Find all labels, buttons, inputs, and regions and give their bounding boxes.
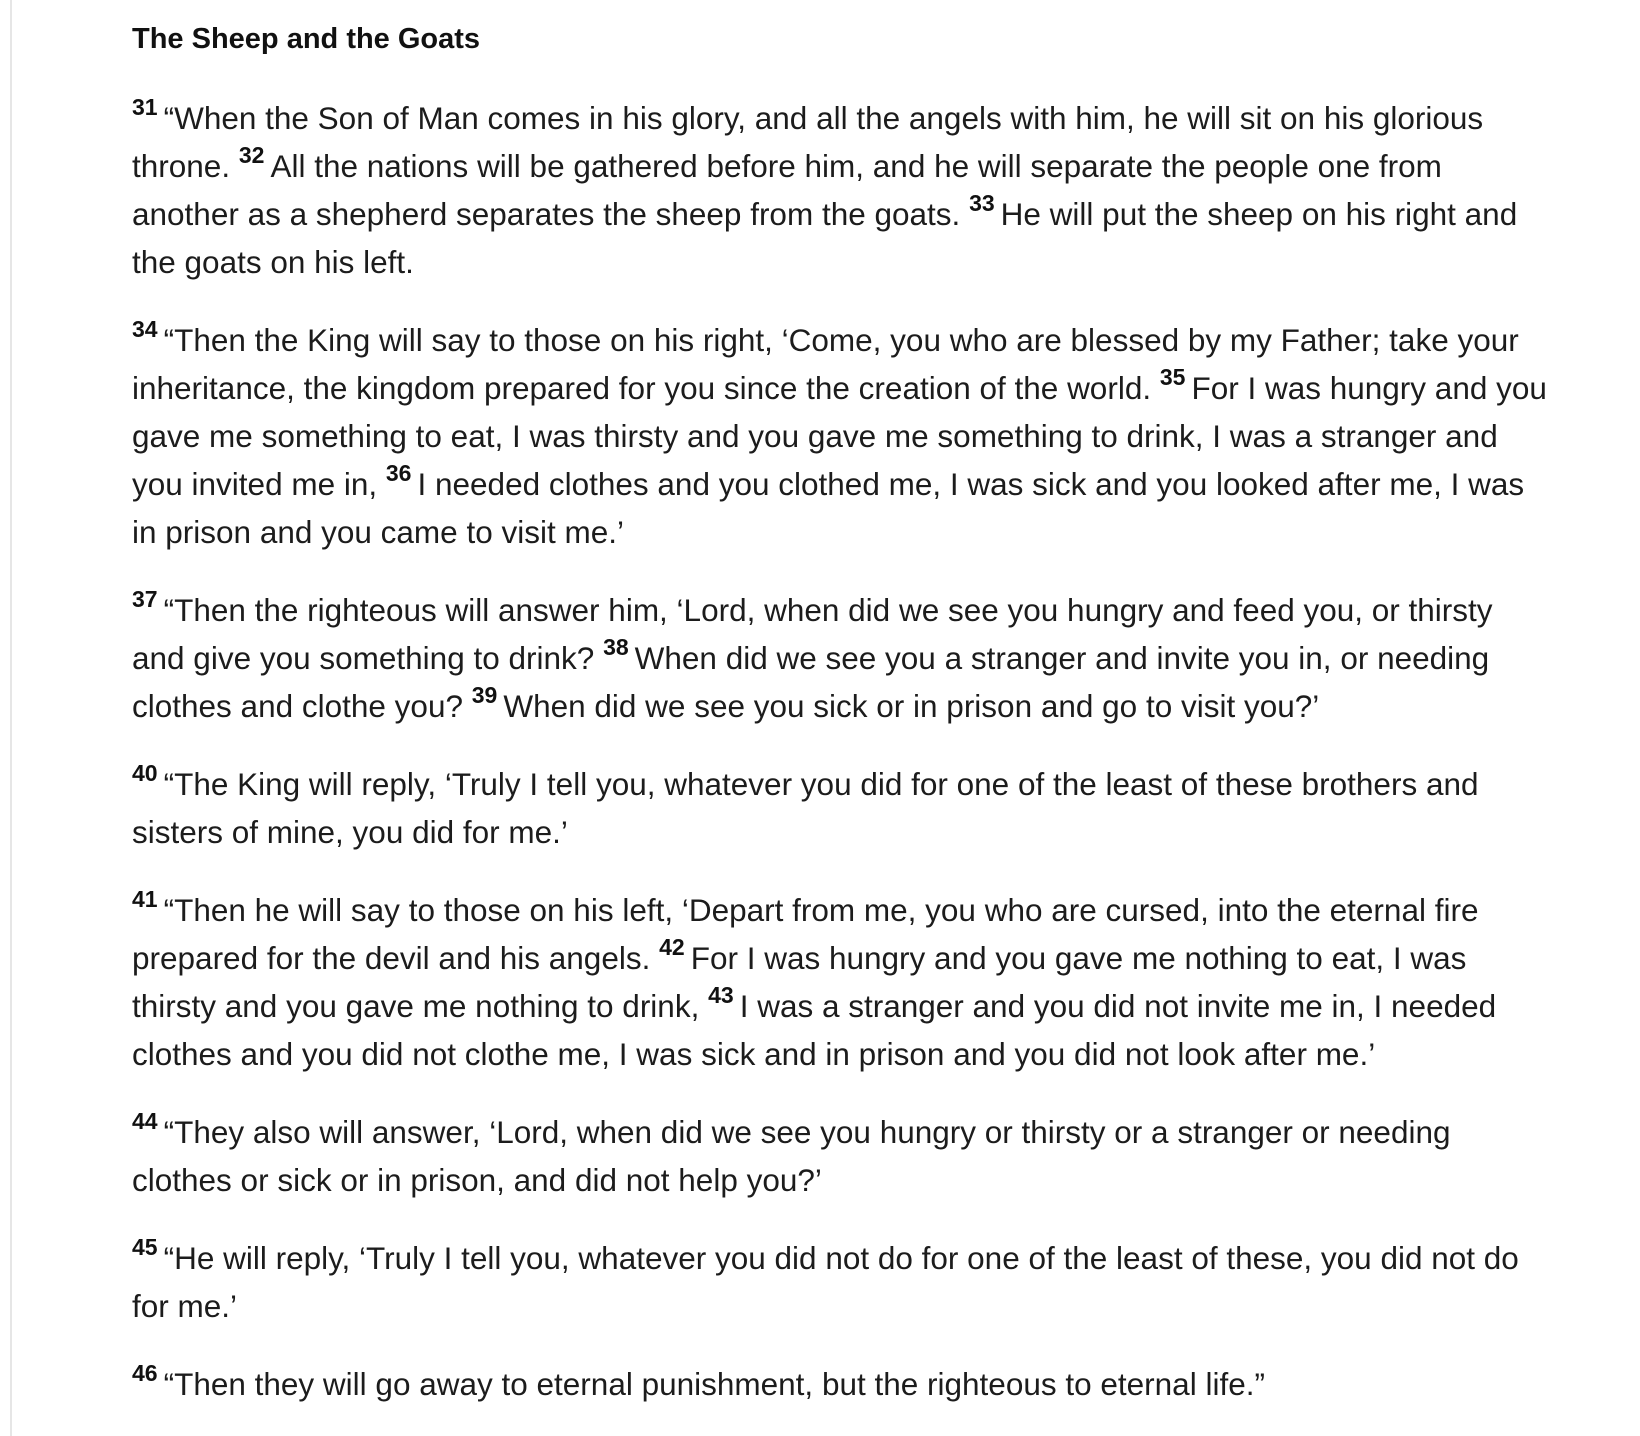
- verse-number: 46: [132, 1360, 158, 1386]
- verse-text: I was a stranger and you did not invite me in, I needed clothes and you did not clothe me, I was sick and in prison and you did not look after me.’: [132, 988, 1497, 1072]
- verse-text: “Then the King will say to those on his right, ‘Come, you who are blessed by my Father; take your inheritance, the kingdom prepared for you since the creation of the world.: [132, 322, 1519, 406]
- verse-text: “The King will reply, ‘Truly I tell you, whatever you did for one of the least of these brothers and sisters of mine, you did for me.’: [132, 766, 1479, 850]
- verse-text: “They also will answer, ‘Lord, when did we see you hungry or thirsty or a stranger or needing clothes or sick or in prison, and did not help you?’: [132, 1114, 1451, 1198]
- paragraph: [132, 586, 1552, 730]
- verse-text: “He will reply, ‘Truly I tell you, whatever you did not do for one of the least of these, you did not do for me.’: [132, 1240, 1519, 1324]
- verse-text: “When the Son of Man comes in his glory, and all the angels with him, he will sit on his glorious throne.: [132, 100, 1484, 184]
- verse-text: “Then he will say to those on his left, ‘Depart from me, you who are cursed, into the eternal fire prepared for the devil and his angels.: [132, 892, 1479, 976]
- verse-number: 36: [385, 460, 412, 486]
- verse-number: 39: [471, 682, 498, 708]
- verse-number: 40: [132, 760, 158, 786]
- section-heading: The Sheep and the Goats: [132, 23, 481, 55]
- verse-number: 42: [659, 934, 685, 960]
- left-divider: [10, 0, 12, 1436]
- verse-number: 41: [132, 886, 158, 912]
- verse-text: All the nations will be gathered before him, and he will separate the people one from another as a shepherd separates the sheep from the goats.: [132, 148, 1442, 232]
- paragraph: [132, 1360, 1552, 1408]
- verse-number: 32: [238, 142, 265, 168]
- paragraph: [132, 94, 1552, 286]
- verse-text: When did we see you a stranger and invite you in, or needing clothes and clothe you?: [132, 640, 1490, 724]
- passage-content: [132, 18, 1552, 1436]
- verse-number: 37: [132, 586, 158, 612]
- verse-text: He will put the sheep on his right and the goats on his left.: [132, 196, 1518, 280]
- verse-text: For I was hungry and you gave me nothing to eat, I was thirsty and you gave me nothing to drink,: [132, 940, 1467, 1024]
- verse-number: 31: [132, 94, 158, 120]
- verse-text: “Then they will go away to eternal punishment, but the righteous to eternal life.”: [163, 1366, 1265, 1402]
- verse-number: 38: [603, 634, 629, 660]
- verse-text: “Then the righteous will answer him, ‘Lord, when did we see you hungry and feed you, or thirsty and give you something to drink?: [132, 592, 1493, 676]
- verse-text: For I was hungry and you gave me something to eat, I was thirsty and you gave me something to drink, I was a stranger and you invited me in,: [132, 370, 1547, 502]
- verse-number: 33: [969, 190, 995, 216]
- verse-number: 34: [132, 316, 158, 342]
- verse-text: I needed clothes and you clothed me, I was sick and you looked after me, I was in prison and you came to visit me.’: [132, 466, 1525, 550]
- paragraph: [132, 886, 1552, 1078]
- verse-number: 43: [708, 982, 734, 1008]
- verse-number: 44: [132, 1108, 158, 1134]
- paragraph: [132, 316, 1552, 556]
- verse-number: 45: [132, 1234, 158, 1260]
- paragraph: [132, 1108, 1552, 1204]
- verse-text: When did we see you sick or in prison and go to visit you?’: [503, 688, 1320, 724]
- paragraph: [132, 1234, 1552, 1330]
- paragraph: [132, 760, 1552, 856]
- verse-number: 35: [1159, 364, 1186, 390]
